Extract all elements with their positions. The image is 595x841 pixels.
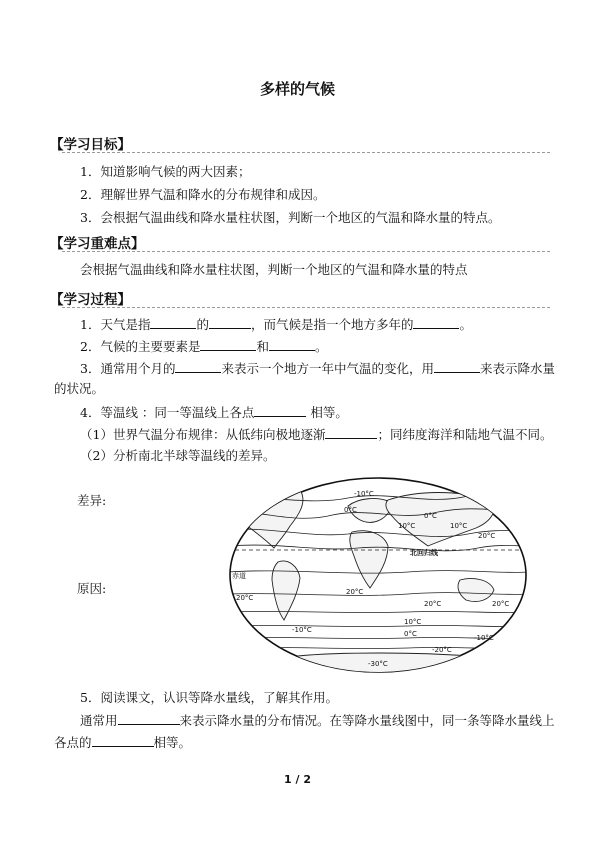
map-label: -30°C: [368, 660, 388, 668]
map-label: -10°C: [354, 490, 374, 498]
fill-blank[interactable]: [209, 316, 251, 329]
map-label: 20°C: [492, 600, 510, 608]
fill-blank[interactable]: [325, 426, 377, 439]
map-label: 北回归线: [410, 549, 438, 557]
goal-item: 3．会根据气温曲线和降水量柱状图，判断一个地区的气温和降水量的特点。: [80, 210, 501, 225]
goal-item: 2．理解世界气温和降水的分布规律和成因。: [80, 187, 326, 202]
map-label: 10°C: [450, 522, 468, 530]
fill-blank[interactable]: [175, 360, 221, 373]
divider: [62, 307, 550, 308]
divider: [62, 152, 550, 153]
goal-item: 1．知道影响气候的两大因素；: [80, 164, 251, 179]
map-label: 20°C: [424, 600, 442, 608]
question-5-text-cont: 各点的 相等。: [54, 735, 192, 750]
fill-blank[interactable]: [434, 360, 480, 373]
map-label: -20°C: [432, 646, 452, 654]
map-label: 0°C: [344, 506, 357, 514]
map-label: 20°C: [346, 588, 364, 596]
question-5: 5．阅读课文，认识等降水量线，了解其作用。: [80, 690, 338, 705]
map-label: 20°C: [236, 594, 254, 602]
question-3: 3．通常用个月的 来表示一个地方一年中气温的变化，用 来表示降水量: [80, 361, 555, 376]
page-title: 多样的气候: [259, 80, 335, 98]
map-label: 赤道: [232, 572, 246, 580]
key-points-heading: 【学习重难点】: [50, 236, 145, 252]
process-heading: 【学习过程】: [50, 292, 131, 308]
question-4: 4．等温线 ：同一等温线上各点 相等。: [80, 405, 348, 420]
question-3-cont: 的状况。: [54, 381, 105, 396]
fill-blank[interactable]: [92, 734, 154, 747]
fill-blank[interactable]: [269, 338, 315, 351]
divider: [62, 251, 550, 252]
question-2: 2．气候的主要要素是 和 。: [80, 339, 328, 354]
world-isotherm-map: [228, 476, 528, 674]
key-points-text: 会根据气温曲线和降水量柱状图，判断一个地区的气温和降水量的特点: [80, 262, 468, 277]
fill-blank[interactable]: [413, 316, 459, 329]
reason-label: 原因:: [77, 581, 107, 596]
question-1: 1．天气是指 的 ，而气候是指一个地方多年的 。: [80, 317, 472, 332]
fill-blank[interactable]: [200, 338, 256, 351]
page-number: 1 / 2: [284, 773, 311, 786]
map-label: 0°C: [404, 630, 417, 638]
map-label: 20°C: [478, 532, 496, 540]
question-5-text: 通常用 来表示降水量的分布情况。在等降水量线图中，同一条等降水量线上: [80, 713, 555, 728]
map-label: 0°C: [424, 512, 437, 520]
map-label: -10°C: [292, 626, 312, 634]
question-4-2: （2）分析南北半球等温线的差异。: [80, 448, 276, 463]
question-4-1: （1）世界气温分布规律：从低纬向极地逐渐 ；同纬度海洋和陆地气温不同。: [80, 427, 553, 442]
fill-blank[interactable]: [118, 712, 180, 725]
fill-blank[interactable]: [254, 404, 306, 417]
difference-label: 差异:: [77, 493, 107, 508]
map-label: 10°C: [398, 522, 416, 530]
goals-heading: 【学习目标】: [50, 137, 131, 153]
fill-blank[interactable]: [150, 316, 196, 329]
map-label: -10°C: [474, 634, 494, 642]
map-label: 10°C: [404, 618, 422, 626]
